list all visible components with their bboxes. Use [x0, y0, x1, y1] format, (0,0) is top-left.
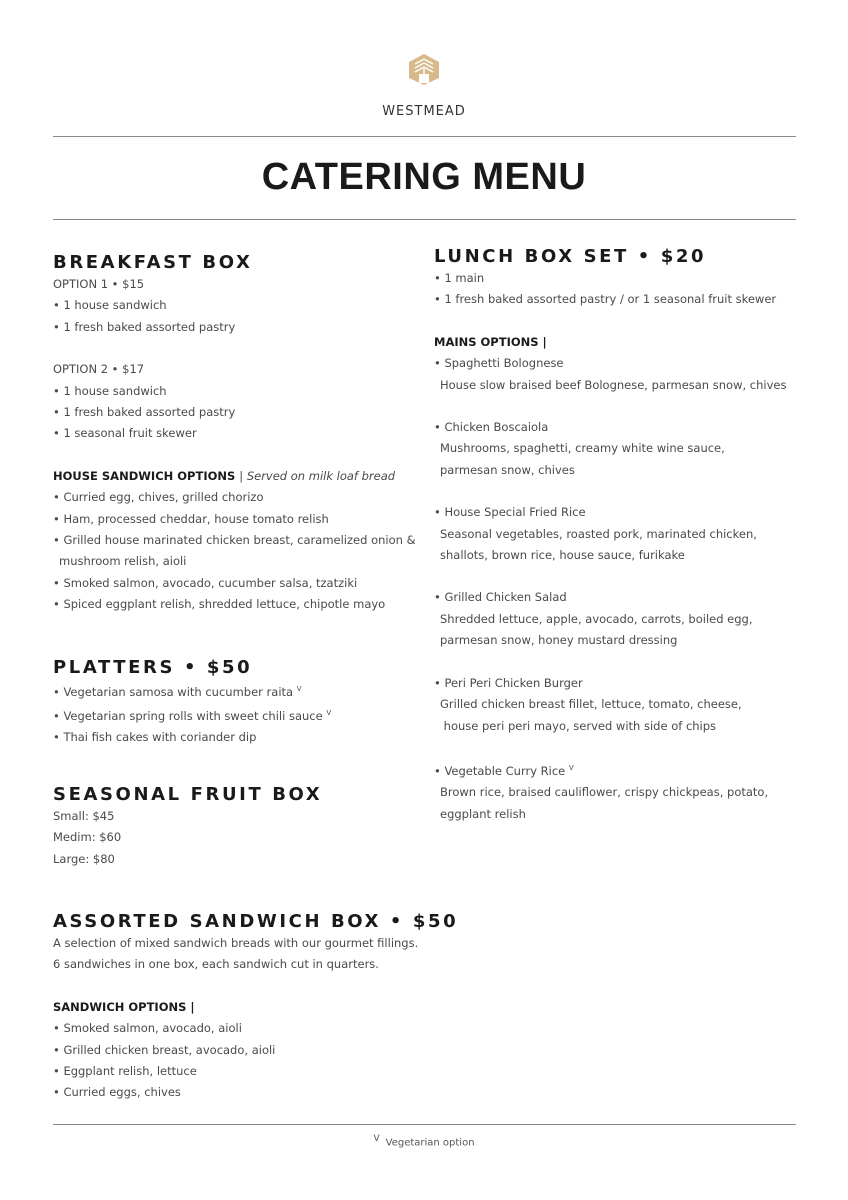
- vegetarian-mark: V: [296, 685, 302, 693]
- house-sandwich-heading: [53, 466, 416, 487]
- list-item: • Ham, processed cheddar, house tomato relish: [53, 511, 329, 526]
- main-name: • Peri Peri Chicken Burger: [434, 675, 583, 690]
- list-item: • Eggplant relish, lettuce: [53, 1064, 197, 1079]
- assorted-desc: 6 sandwiches in one box, each sandwich cut in quarters.: [53, 957, 379, 972]
- list-item: • 1 main: [434, 271, 485, 285]
- list-item: • 1 house sandwich: [53, 298, 167, 313]
- brand-name: WESTMEAD: [382, 104, 466, 119]
- fruit-section: [53, 784, 322, 870]
- breakfast-section: [53, 252, 416, 616]
- list-item: • Thai fish cakes with coriander dip: [53, 730, 257, 745]
- sandwich-options-heading: SANDWICH OPTIONS |: [53, 999, 195, 1014]
- breakfast-option2: OPTION 2 • $17: [53, 362, 145, 377]
- main-name: [434, 758, 786, 782]
- breakfast-option1: OPTION 1 • $15: [53, 277, 145, 291]
- breakfast-title: BREAKFAST BOX: [53, 252, 253, 273]
- vegetarian-mark: V: [373, 1134, 380, 1144]
- assorted-title: ASSORTED SANDWICH BOX • $50: [53, 911, 459, 932]
- main-desc: House slow braised beef Bolognese, parmesan snow, chives: [440, 377, 787, 392]
- assorted-desc: A selection of mixed sandwich breads with our gourmet fillings.: [53, 936, 419, 950]
- main-name: • House Special Fried Rice: [434, 505, 586, 520]
- header-bottom-rule: [53, 219, 796, 220]
- list-item: [53, 703, 331, 727]
- list-item-continued: mushroom relish, aioli: [59, 554, 187, 569]
- main-desc: Brown rice, braised cauliflower, crispy chickpeas, potato,: [440, 785, 769, 800]
- list-item: • 1 seasonal fruit skewer: [53, 426, 197, 441]
- lunch-section: [434, 246, 786, 825]
- list-item: • 1 fresh baked assorted pastry / or 1 seasonal fruit skewer: [434, 292, 777, 307]
- main-desc: house peri peri mayo, served with side of chips: [440, 718, 717, 733]
- main-desc: parmesan snow, honey mustard dressing: [440, 633, 678, 648]
- main-name-text: • Vegetable Curry Rice: [434, 763, 566, 778]
- list-item: • Smoked salmon, avocado, cucumber salsa, tzatziki: [53, 575, 358, 590]
- main-desc: Grilled chicken breast fillet, lettuce, tomato, cheese,: [440, 697, 742, 712]
- list-item: • 1 house sandwich: [53, 383, 167, 398]
- main-name: • Spaghetti Bolognese: [434, 356, 564, 371]
- list-item: • Spiced eggplant relish, shredded lettuce, chipotle mayo: [53, 597, 386, 612]
- list-item: [53, 679, 331, 703]
- main-name: • Chicken Boscaiola: [434, 420, 549, 435]
- vegetarian-footnote-label: Vegetarian option: [385, 1137, 475, 1149]
- list-item: • 1 fresh baked assorted pastry: [53, 319, 236, 334]
- list-item: • Curried egg, chives, grilled chorizo: [53, 490, 264, 505]
- main-desc: parmesan snow, chives: [440, 462, 575, 477]
- page-title: CATERING MENU: [261, 156, 587, 198]
- platter-item-text: • Vegetarian spring rolls with sweet chili sauce: [53, 709, 323, 724]
- main-desc: Shredded lettuce, apple, avocado, carrots, boiled egg,: [440, 611, 753, 626]
- vegetarian-mark: V: [568, 763, 574, 772]
- list-item: • 1 fresh baked assorted pastry: [53, 405, 236, 420]
- fruit-title: SEASONAL FRUIT BOX: [53, 784, 323, 805]
- house-sandwich-heading-text: HOUSE SANDWICH OPTIONS: [53, 468, 236, 483]
- platters-title: PLATTERS • $50: [53, 657, 253, 678]
- vegetarian-footnote: [0, 1134, 848, 1148]
- lunch-title: LUNCH BOX SET • $20: [434, 246, 707, 267]
- mains-options-heading: MAINS OPTIONS |: [434, 334, 547, 349]
- main-desc: shallots, brown rice, house sauce, furikake: [440, 548, 685, 563]
- main-name: • Grilled Chicken Salad: [434, 590, 567, 605]
- list-item: Small: $45: [53, 809, 115, 823]
- platter-item-text: • Vegetarian samosa with cucumber raita: [53, 684, 294, 699]
- main-desc: Seasonal vegetables, roasted pork, marinated chicken,: [440, 526, 757, 541]
- house-sandwich-note: | Served on milk loaf bread: [239, 468, 396, 483]
- platters-section: [53, 657, 331, 749]
- list-item: Medim: $60: [53, 830, 122, 845]
- list-item: • Grilled house marinated chicken breast, caramelized onion &: [53, 533, 416, 548]
- main-desc: Mushrooms, spaghetti, creamy white wine sauce,: [440, 441, 725, 456]
- vegetarian-mark: V: [326, 709, 332, 718]
- list-item: • Curried eggs, chives: [53, 1085, 181, 1100]
- list-item: • Grilled chicken breast, avocado, aioli: [53, 1042, 276, 1057]
- main-desc: eggplant relish: [440, 806, 526, 821]
- footer-rule: [53, 1124, 796, 1125]
- header-top-rule: [53, 136, 796, 137]
- list-item: Large: $80: [53, 851, 115, 866]
- list-item: • Smoked salmon, avocado, aioli: [53, 1021, 242, 1036]
- westmead-logo-icon: [407, 52, 441, 86]
- assorted-section: [53, 911, 458, 1104]
